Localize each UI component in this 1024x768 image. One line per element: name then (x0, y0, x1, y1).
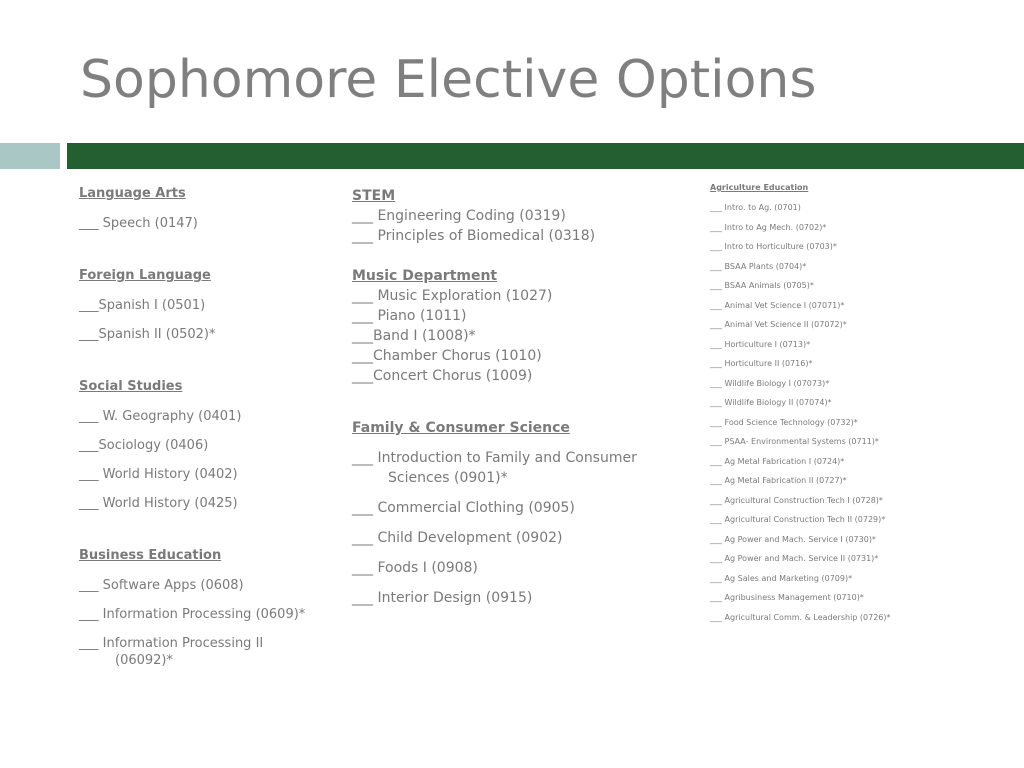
course-item: ___ BSAA Plants (0704)* (710, 261, 807, 271)
course-item: ___ Intro. to Ag. (0701) (710, 203, 801, 212)
course-item: ___ Intro to Ag Mech. (0702)* (710, 222, 827, 232)
column-middle (352, 186, 682, 618)
course-item: ___ Food Science Technology (0732)* (710, 417, 858, 427)
course-item: ___ Foods I (0908) (352, 560, 478, 576)
course-item: ___ Information Processing II (79, 636, 264, 651)
page-title: Sophomore Elective Options (80, 50, 817, 110)
course-item: ___ Agribusiness Management (0710)* (710, 593, 864, 602)
course-item: ___ World History (0402) (79, 467, 238, 482)
course-item: ___ Ag Metal Fabrication I (0724)* (710, 456, 845, 466)
course-item: ___ Intro to Horticulture (0703)* (710, 242, 837, 251)
course-item: ___ Agricultural Construction Tech II (0729)* (710, 515, 886, 524)
course-item: ___Spanish I (0501) (79, 298, 206, 313)
course-item: ___Chamber Chorus (1010) (352, 348, 542, 364)
course-item: ___ Information Processing (0609)* (79, 607, 306, 622)
course-item: ___ Software Apps (0608) (79, 578, 244, 593)
course-item: ___Sociology (0406) (79, 438, 209, 453)
course-item: ___ PSAA- Environmental Systems (0711)* (710, 437, 879, 446)
course-item: ___ W. Geography (0401) (79, 409, 242, 424)
course-item: ___ Ag Power and Mach. Service II (0731)* (710, 554, 879, 563)
section-fcs (352, 418, 682, 608)
title-band (67, 143, 1024, 169)
course-item: ___ Ag Power and Mach. Service I (0730)* (710, 534, 876, 544)
course-item: ___Band I (1008)* (352, 328, 476, 344)
course-item-continuation: Sciences (0901)* (388, 470, 508, 486)
course-item: ___ Commercial Clothing (0905) (352, 500, 575, 516)
course-item: ___ Wildlife Biology II (07074)* (710, 398, 832, 407)
column-left (79, 186, 329, 669)
section-header-agriculture: Agriculture Education (710, 183, 809, 192)
course-item: ___ Ag Sales and Marketing (0709)* (710, 573, 853, 583)
section-header-fcs: Family & Consumer Science (352, 420, 570, 436)
course-item: ___ World History (0425) (79, 496, 238, 511)
course-item: ___ Piano (1011) (352, 308, 467, 324)
section-header-stem: STEM (352, 188, 396, 204)
section-header-language-arts: Language Arts (79, 186, 186, 201)
course-item: ___ Animal Vet Science I (07071)* (710, 300, 845, 310)
course-item: ___Spanish II (0502)* (79, 327, 216, 342)
course-item: ___ BSAA Animals (0705)* (710, 281, 814, 290)
course-item: ___ Engineering Coding (0319) (352, 208, 566, 224)
course-item: ___ Speech (0147) (79, 216, 198, 231)
course-item: ___ Child Development (0902) (352, 530, 563, 546)
course-item: ___ Principles of Biomedical (0318) (352, 228, 596, 244)
section-header-music: Music Department (352, 268, 498, 284)
course-item: ___ Horticulture II (0716)* (710, 359, 813, 368)
course-item: ___ Horticulture I (0713)* (710, 339, 811, 349)
course-item: ___ Animal Vet Science II (07072)* (710, 320, 847, 329)
section-header-foreign-language: Foreign Language (79, 268, 211, 283)
course-item: ___ Ag Metal Fabrication II (0727)* (710, 476, 847, 485)
course-item: ___Concert Chorus (1009) (352, 368, 533, 384)
course-item: ___ Interior Design (0915) (352, 590, 533, 606)
course-item: ___ Agricultural Construction Tech I (0728)* (710, 495, 883, 505)
course-item: ___ Introduction to Family and Consumer (352, 450, 637, 466)
course-item: ___ Music Exploration (1027) (352, 288, 553, 304)
course-item-continuation: (06092)* (115, 653, 173, 668)
section-header-business-education: Business Education (79, 548, 222, 563)
section-header-social-studies: Social Studies (79, 379, 183, 394)
title-band-accent (0, 143, 60, 169)
column-right (710, 182, 1010, 631)
course-item: ___ Wildlife Biology I (07073)* (710, 378, 830, 388)
course-item: ___ Agricultural Comm. & Leadership (0726)* (710, 612, 891, 622)
